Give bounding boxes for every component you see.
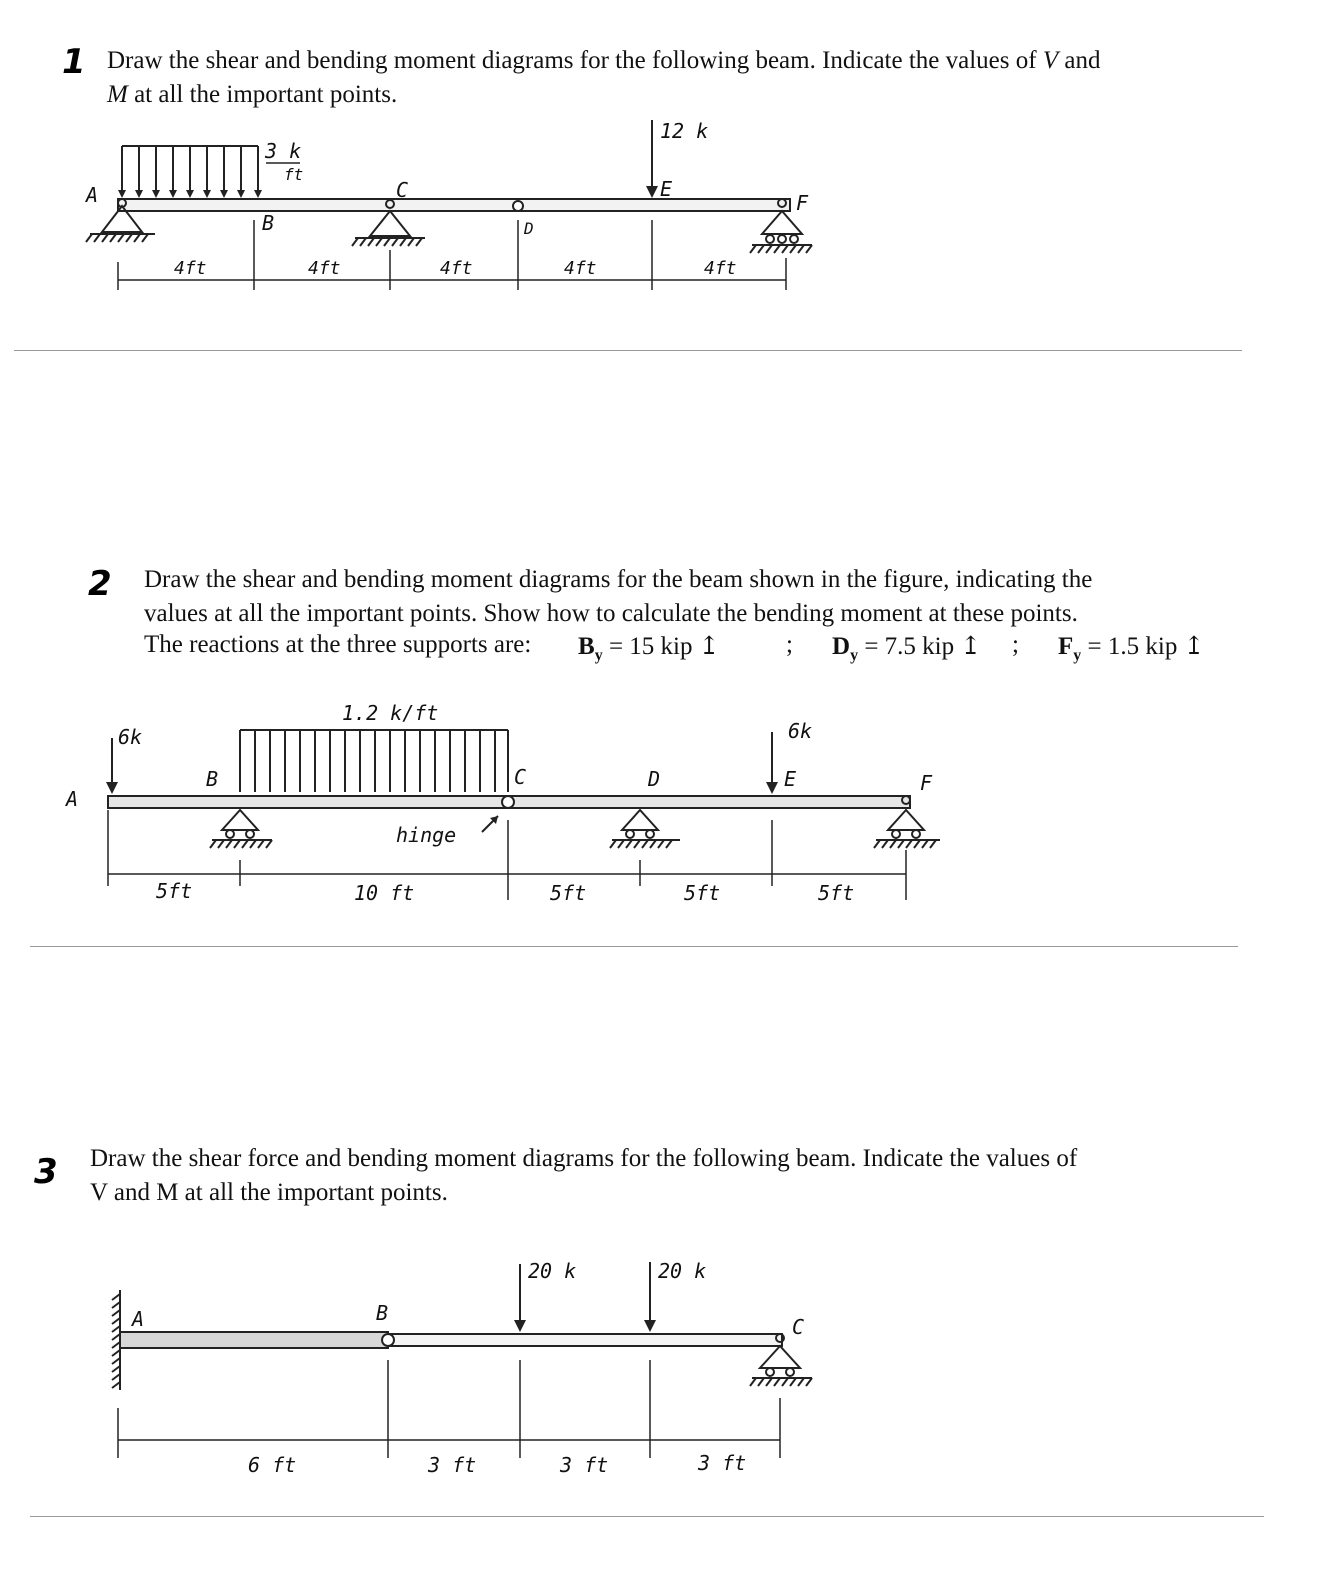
problem-1-distload-numerator: 3 k xyxy=(265,139,302,163)
reaction-f-value: = 1.5 kip ↥ xyxy=(1087,633,1205,660)
problem-2-label-e: E xyxy=(784,767,797,791)
problem-2-label-f: F xyxy=(920,771,933,795)
problem-1-m-symbol: M xyxy=(107,81,128,108)
problem-1-label-f: F xyxy=(796,191,809,215)
problem-1-label-c: C xyxy=(396,178,409,202)
problem-2-span-1: 5ft xyxy=(156,879,193,903)
reaction-b-value: = 15 kip ↥ xyxy=(608,633,720,660)
reaction-f-subscript: y xyxy=(1073,647,1082,664)
problem-3-line-1: Draw the shear force and bending moment diagrams for the following beam. Indicate the values of xyxy=(90,1145,1078,1172)
problem-3-load-2-label: 20 k xyxy=(658,1259,707,1283)
problem-3-dimension-line xyxy=(118,1360,780,1458)
problem-2-span-5: 5ft xyxy=(818,881,855,905)
problem-2-load-e-label: 6k xyxy=(788,719,813,743)
problem-2-separator-1: ; xyxy=(786,631,793,658)
problem-1-label-e: E xyxy=(660,177,673,201)
problem-3-beam-bc xyxy=(388,1334,782,1346)
problem-1-label-a: A xyxy=(86,183,99,207)
problem-3-span-1: 6 ft xyxy=(248,1453,297,1477)
problem-3-beam-ab xyxy=(120,1332,388,1348)
problem-3-label-c: C xyxy=(792,1315,805,1339)
problem-1-label-d: D xyxy=(524,219,534,238)
problem-1-line-2-b: at all the important points. xyxy=(127,81,398,108)
reaction-f-symbol: F xyxy=(1058,633,1074,660)
problem-3-load-1-label: 20 k xyxy=(528,1259,577,1283)
problem-2-span-2: 10 ft xyxy=(354,881,415,905)
problem-1-number: 1 xyxy=(62,42,86,82)
reaction-b-subscript: y xyxy=(594,647,603,664)
problem-3-label-b: B xyxy=(376,1301,389,1325)
problem-1-distload-denominator: ft xyxy=(284,165,304,184)
problem-1-span-2: 4ft xyxy=(308,258,341,279)
problem-2-load-a-label: 6k xyxy=(118,725,143,749)
problem-2-label-b: B xyxy=(206,767,219,791)
problem-3-number: 3 xyxy=(34,1152,58,1192)
problem-1-label-b: B xyxy=(262,211,275,235)
reaction-d-value: = 7.5 kip ↥ xyxy=(864,633,982,660)
problem-3-label-a: A xyxy=(132,1307,145,1331)
problem-3-span-3: 3 ft xyxy=(560,1453,609,1477)
problem-2-label-c: C xyxy=(514,765,527,789)
problem-1-span-1: 4ft xyxy=(174,258,207,279)
problem-2-line-2: values at all the important points. Show how to calculate the bending moment at these points. xyxy=(144,600,1078,627)
problem-1-span-5: 4ft xyxy=(704,258,737,279)
problem-2-span-3: 5ft xyxy=(550,881,587,905)
problem-1-line-1-b: and xyxy=(1058,47,1101,74)
problem-3-span-2: 3 ft xyxy=(428,1453,477,1477)
problem-3-fixed-support-a xyxy=(112,1290,120,1390)
problem-3-span-4: 3 ft xyxy=(698,1451,747,1475)
divider-3 xyxy=(30,1516,1264,1517)
problem-2-line-1: Draw the shear and bending moment diagrams for the beam shown in the figure, indicating the xyxy=(144,566,1093,593)
reaction-d-subscript: y xyxy=(850,647,859,664)
problem-2-line-3-lead: The reactions at the three supports are: xyxy=(144,631,532,658)
problem-3-line-2: V and M at all the important points. xyxy=(90,1179,448,1206)
problem-1-load-label: 12 k xyxy=(660,119,709,143)
problem-2-span-4: 5ft xyxy=(684,881,721,905)
problem-2-separator-2: ; xyxy=(1012,631,1019,658)
problem-2-hinge-label: hinge xyxy=(396,823,457,847)
problem-2-distload-label: 1.2 k/ft xyxy=(342,701,439,725)
problem-2-label-a: A xyxy=(66,787,79,811)
reaction-b-symbol: B xyxy=(578,633,595,660)
problem-1-span-3: 4ft xyxy=(440,258,473,279)
problem-1-v-symbol: V xyxy=(1042,47,1059,74)
problem-1-line-1-a: Draw the shear and bending moment diagrams for the following beam. Indicate the values of xyxy=(107,47,1043,74)
problem-2-number: 2 xyxy=(88,564,112,604)
reaction-d-symbol: D xyxy=(832,633,851,660)
problem-2-label-d: D xyxy=(648,767,661,791)
problem-3-hinge-b xyxy=(382,1334,394,1346)
problem-1-span-4: 4ft xyxy=(564,258,597,279)
